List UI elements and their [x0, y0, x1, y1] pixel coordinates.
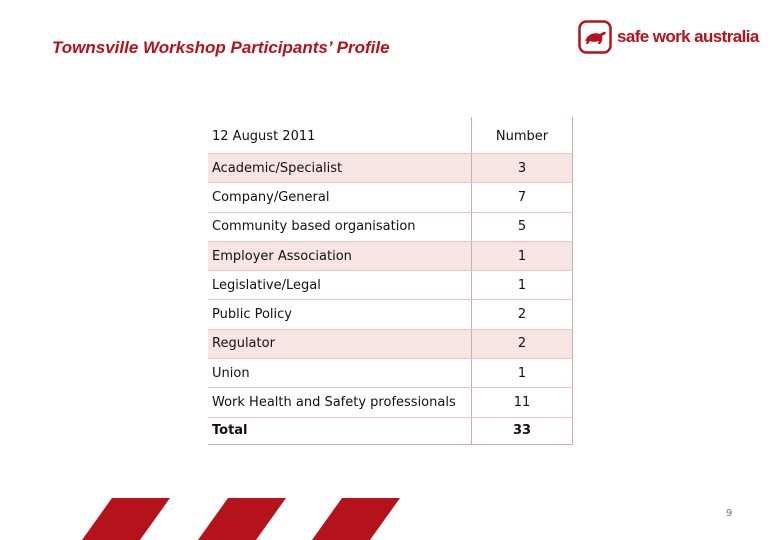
row-value: 1 [472, 359, 573, 388]
row-label: Legislative/Legal [208, 271, 472, 300]
row-label: Union [208, 359, 472, 388]
row-label: Work Health and Safety professionals [208, 388, 472, 417]
row-value: 7 [472, 183, 573, 212]
row-value: 3 [472, 154, 573, 183]
row-value: 1 [472, 241, 573, 270]
participants-table [208, 117, 573, 445]
total-value: 33 [472, 417, 573, 444]
slide-title: Townsville Workshop Participants’ Profile [52, 38, 390, 57]
header-number: Number [472, 117, 573, 154]
table-row [208, 329, 573, 358]
row-value: 11 [472, 388, 573, 417]
row-label: Community based organisation [208, 212, 472, 241]
table-row [208, 300, 573, 329]
row-label: Academic/Specialist [208, 154, 472, 183]
row-value: 5 [472, 212, 573, 241]
table-row [208, 241, 573, 270]
table-row [208, 271, 573, 300]
row-label: Company/General [208, 183, 472, 212]
table-row [208, 359, 573, 388]
logo-text: safe work australia [617, 27, 759, 46]
row-label: Public Policy [208, 300, 472, 329]
table-row [208, 212, 573, 241]
table-total-row [208, 417, 573, 444]
row-label: Regulator [208, 329, 472, 358]
page-number: 9 [726, 508, 733, 519]
table-header-row [208, 117, 573, 154]
row-label: Employer Association [208, 241, 472, 270]
table-row [208, 388, 573, 417]
row-value: 1 [472, 271, 573, 300]
decorative-stripes [70, 498, 410, 540]
table-row [208, 154, 573, 183]
header-date: 12 August 2011 [208, 117, 472, 154]
total-label: Total [208, 417, 472, 444]
row-value: 2 [472, 329, 573, 358]
safe-work-australia-logo [578, 20, 759, 54]
kangaroo-emblem-icon [578, 20, 612, 54]
row-value: 2 [472, 300, 573, 329]
table-row [208, 183, 573, 212]
